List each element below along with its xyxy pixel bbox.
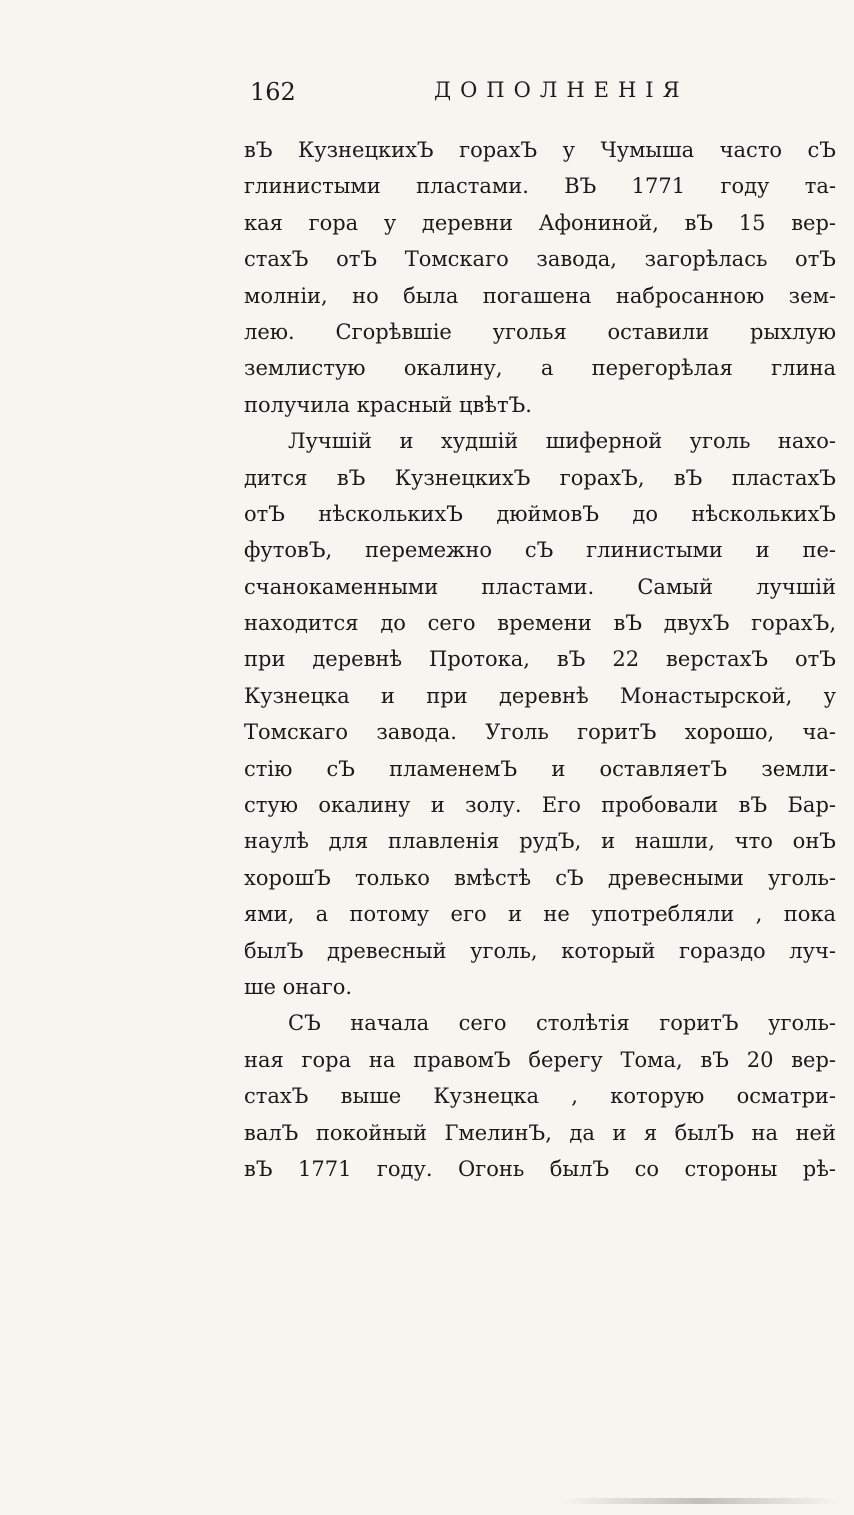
text-line: отЪ нѣсколькихЪ дюймовЪ до нѣсколькихЪ — [244, 501, 836, 526]
page-header — [244, 78, 836, 118]
text-line: ями, а потому его и не употребляли , пока — [244, 902, 836, 927]
text-line: кая гора у деревни Афониной, вЪ 15 вер- — [244, 210, 836, 235]
text-line: футовЪ, перемежно сЪ глинистыми и пе- — [244, 538, 836, 563]
text-line: СЪ начала сего столѣтія горитЪ уголь- — [288, 1011, 836, 1036]
text-line: стахЪ отЪ Томскаго завода, загорѣлась отЪ — [244, 247, 836, 272]
page-number: 162 — [250, 78, 296, 106]
text-line: стахЪ выше Кузнецка , которую осматри- — [244, 1084, 836, 1109]
running-title: ДОПОЛНЕНІЯ — [434, 78, 689, 102]
text-line: дится вЪ КузнецкихЪ горахЪ, вЪ пластахЪ — [244, 465, 836, 490]
body-text — [244, 132, 836, 1187]
text-line: стію сЪ пламенемЪ и оставляетЪ земли- — [244, 756, 836, 781]
text-line: хорошЪ только вмѣстѣ сЪ древесными уголь- — [244, 865, 836, 890]
paragraph — [244, 1005, 836, 1187]
text-line: получила красный цвѣтЪ. — [244, 392, 532, 417]
text-line: вЪ КузнецкихЪ горахЪ у Чумыша часто сЪ — [244, 138, 836, 162]
paragraph — [244, 132, 836, 423]
text-line: землистую окалину, а перегорѣлая глина — [244, 356, 836, 381]
paragraph — [244, 423, 836, 1005]
text-line: при деревнѣ Протока, вЪ 22 верстахЪ отЪ — [244, 647, 836, 672]
text-line: ше онаго. — [244, 974, 353, 999]
text-line: молніи, но была погашена набросанною зем- — [244, 283, 836, 308]
text-line: стую окалину и золу. Его пробовали вЪ Бар- — [244, 793, 836, 818]
text-line: Лучшій и худшій шиферной уголь нахо- — [288, 429, 836, 454]
page-edge-smudge — [560, 1498, 840, 1504]
text-line: наулѣ для плавленія рудЪ, и нашли, что онЪ — [244, 829, 836, 854]
text-line: ная гора на правомЪ берегу Тома, вЪ 20 вер- — [244, 1047, 836, 1072]
text-line: глинистыми пластами. ВЪ 1771 году та- — [244, 174, 836, 199]
text-line: счанокаменными пластами. Самый лучшій — [244, 574, 836, 599]
text-line: былЪ древесный уголь, который гораздо луч- — [244, 938, 836, 963]
text-line: Кузнецка и при деревнѣ Монастырской, у — [244, 683, 836, 708]
text-line: находится до сего времени вЪ двухЪ горахЪ, — [244, 611, 836, 636]
text-line: валЪ покойный ГмелинЪ, да и я былЪ на ней — [244, 1120, 836, 1145]
text-line: вЪ 1771 году. Огонь былЪ со стороны рѣ- — [244, 1156, 836, 1181]
text-line: Томскаго завода. Уголь горитЪ хорошо, ча- — [244, 720, 836, 745]
text-line: лею. Сгорѣвшіе уголья оставили рыхлую — [244, 319, 836, 344]
